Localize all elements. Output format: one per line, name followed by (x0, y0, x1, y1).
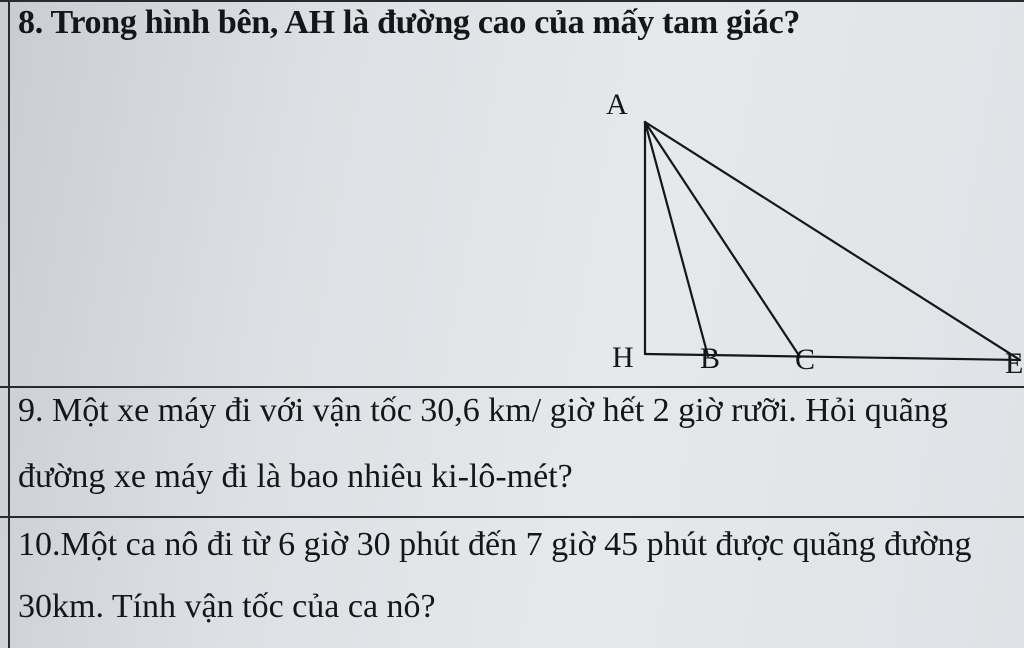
question-10-line-2: 30km. Tính vận tốc của ca nô? (18, 588, 436, 625)
segment-AE (645, 122, 1020, 360)
segment-AC (645, 122, 800, 357)
label-C: C (795, 343, 816, 376)
question-9-line-1: 9. Một xe máy đi với vận tốc 30,6 km/ giờ hết 2 giờ rưỡi. Hỏi quãng (18, 392, 948, 429)
question-10-line-1: 10.Một ca nô đi từ 6 giờ 30 phút đến 7 giờ 45 phút được quãng đường (18, 526, 972, 563)
label-H: H (612, 341, 634, 374)
label-A: A (606, 88, 628, 121)
label-B: B (700, 342, 721, 375)
label-E: E (1005, 347, 1024, 380)
question-8-text: 8. Trong hình bên, AH là đường cao của mấy tam giác? (18, 4, 801, 41)
question-9-line-2: đường xe máy đi là bao nhiêu ki-lô-mét? (18, 458, 573, 495)
